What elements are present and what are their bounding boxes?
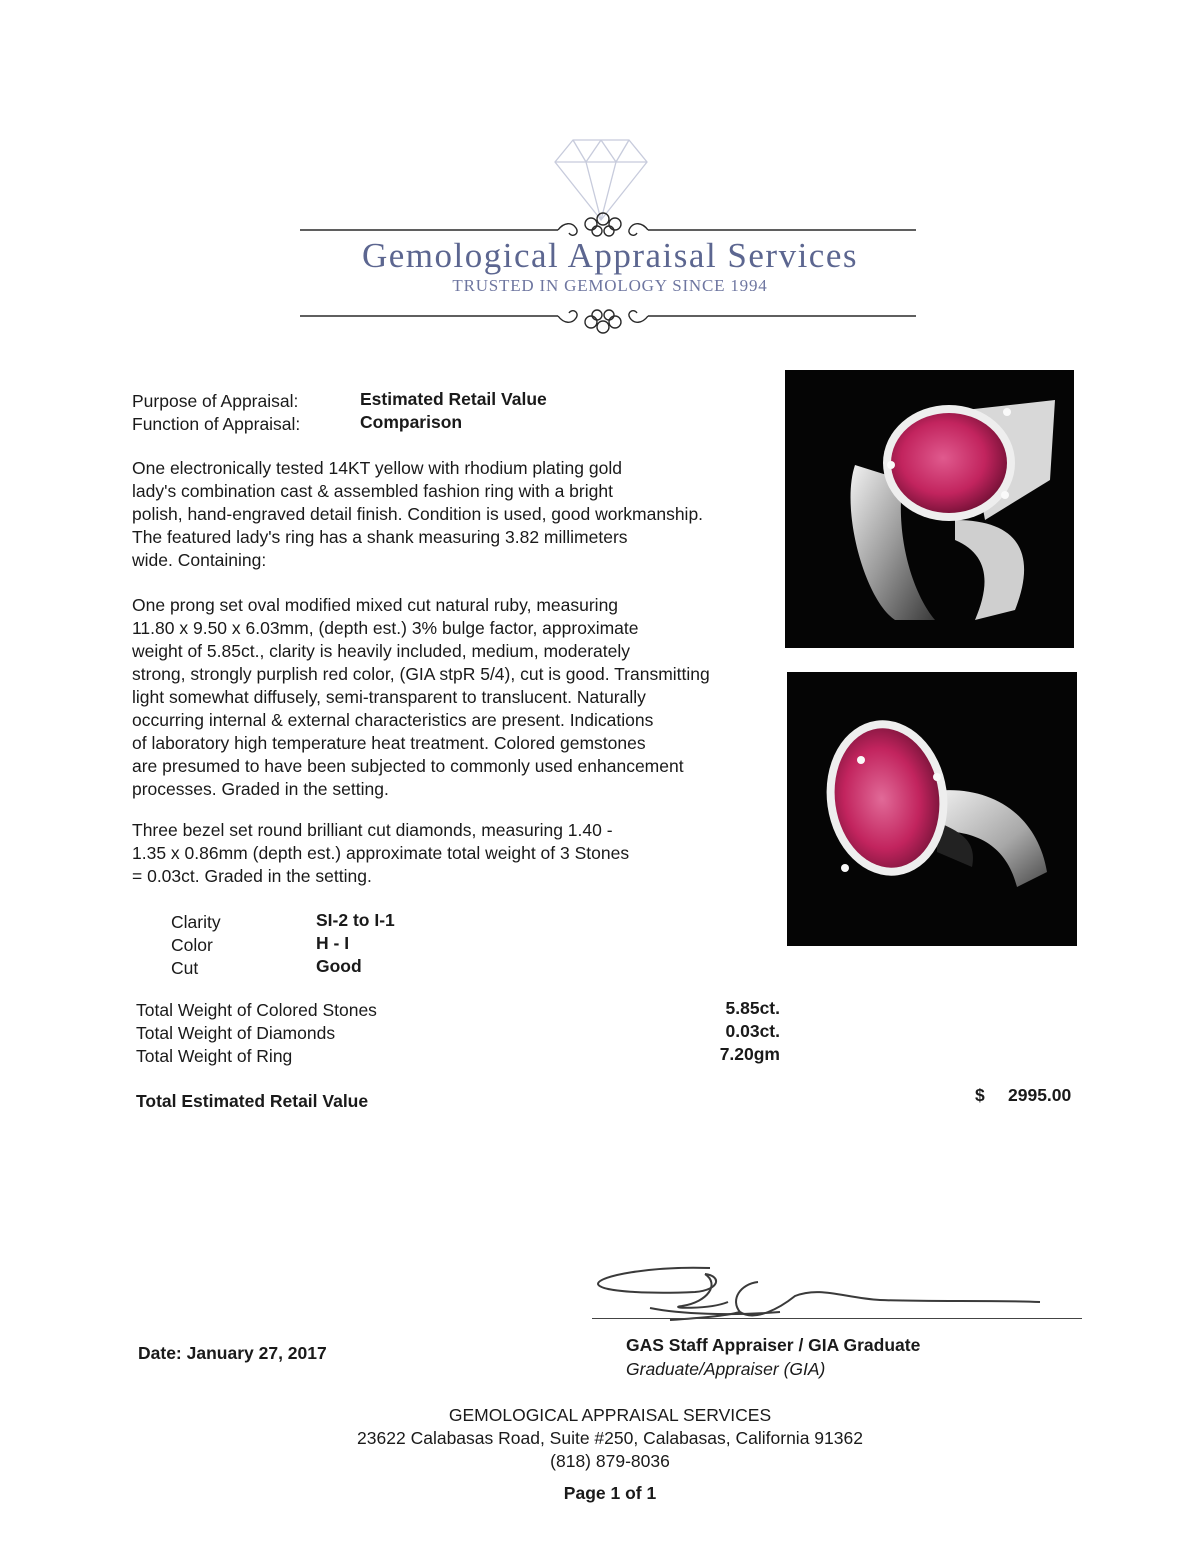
footer-address: 23622 Calabasas Road, Suite #250, Calabasas, California 91362 [357,1428,863,1448]
company-name: Gemological Appraisal Services [362,236,858,275]
description-line: weight of 5.85ct., clarity is heavily included, medium, moderately [132,641,631,661]
purpose-value: Estimated Retail Value [360,389,547,409]
footer-company-name: GEMOLOGICAL APPRAISAL SERVICES [448,1405,772,1425]
description-line: 11.80 x 9.50 x 6.03mm, (depth est.) 3% bulge factor, approximate [132,618,639,638]
total-weight-ring-label: Total Weight of Ring [136,1046,293,1066]
grading-value-clarity: SI-2 to I-1 [316,910,395,930]
total-weight-diamonds-value: 0.03ct. [725,1021,780,1041]
description-line: processes. Graded in the setting. [132,779,389,799]
description-line: light somewhat diffusely, semi-transparent to translucent. Naturally [132,687,646,707]
company-logo [296,132,922,338]
description-line: are presumed to have been subjected to commonly used enhancement [132,756,684,776]
grading-labels [171,911,221,980]
total-weight-diamonds-label: Total Weight of Diamonds [136,1023,336,1043]
description-line: of laboratory high temperature heat treatment. Colored gemstones [132,733,646,753]
description-line: occurring internal & external characteristics are present. Indications [132,710,654,730]
ring-photo-top [785,370,1074,648]
ring-description [132,457,792,572]
diamond-icon [555,140,647,220]
total-weight-ring-value: 7.20gm [719,1044,780,1064]
currency-symbol: $ [975,1085,985,1105]
description-line: polish, hand-engraved detail finish. Condition is used, good workmanship. [132,504,704,524]
appraiser-subtitle: Graduate/Appraiser (GIA) [626,1359,826,1379]
grading-label-cut: Cut [171,958,199,978]
signature-line [592,1318,1082,1319]
description-line: wide. Containing: [132,550,267,570]
retail-value-label: Total Estimated Retail Value [136,1091,369,1111]
function-label: Function of Appraisal: [132,414,301,434]
appraiser-title: GAS Staff Appraiser / GIA Graduate [626,1335,921,1355]
bottom-ornament [300,310,916,333]
ring-photo-bottom [787,672,1077,946]
description-line: Three bezel set round brilliant cut diamonds, measuring 1.40 - [132,820,613,840]
total-weight-values [716,997,780,1066]
grading-value-color: H - I [316,933,350,953]
total-weight-colored-label: Total Weight of Colored Stones [136,1000,377,1020]
description-line: lady's combination cast & assembled fashion ring with a bright [132,481,613,501]
retail-value-amount: 2995.00 [1008,1085,1072,1105]
ruby-description [132,594,792,801]
function-value: Comparison [360,412,463,432]
grading-label-clarity: Clarity [171,912,221,932]
company-tagline: TRUSTED IN GEMOLOGY SINCE 1994 [452,276,768,295]
grading-value-cut: Good [316,956,362,976]
top-ornament [300,213,916,236]
grading-label-color: Color [171,935,213,955]
description-line: One electronically tested 14KT yellow with rhodium plating gold [132,458,622,478]
page-number: Page 1 of 1 [563,1483,657,1503]
grading-values [316,909,395,978]
description-line: 1.35 x 0.86mm (depth est.) approximate total weight of 3 Stones [132,843,630,863]
appraisal-date: Date: January 27, 2017 [138,1343,327,1363]
diamond-description [132,819,792,888]
description-line: strong, strongly purplish red color, (GIA stpR 5/4), cut is good. Transmitting [132,664,710,684]
description-line: One prong set oval modified mixed cut natural ruby, measuring [132,595,619,615]
total-weight-labels [136,999,377,1068]
total-weight-colored-value: 5.85ct. [725,998,780,1018]
description-line: = 0.03ct. Graded in the setting. [132,866,372,886]
footer-phone: (818) 879-8036 [550,1451,670,1471]
purpose-label: Purpose of Appraisal: [132,391,299,411]
description-line: The featured lady's ring has a shank measuring 3.82 millimeters [132,527,628,547]
